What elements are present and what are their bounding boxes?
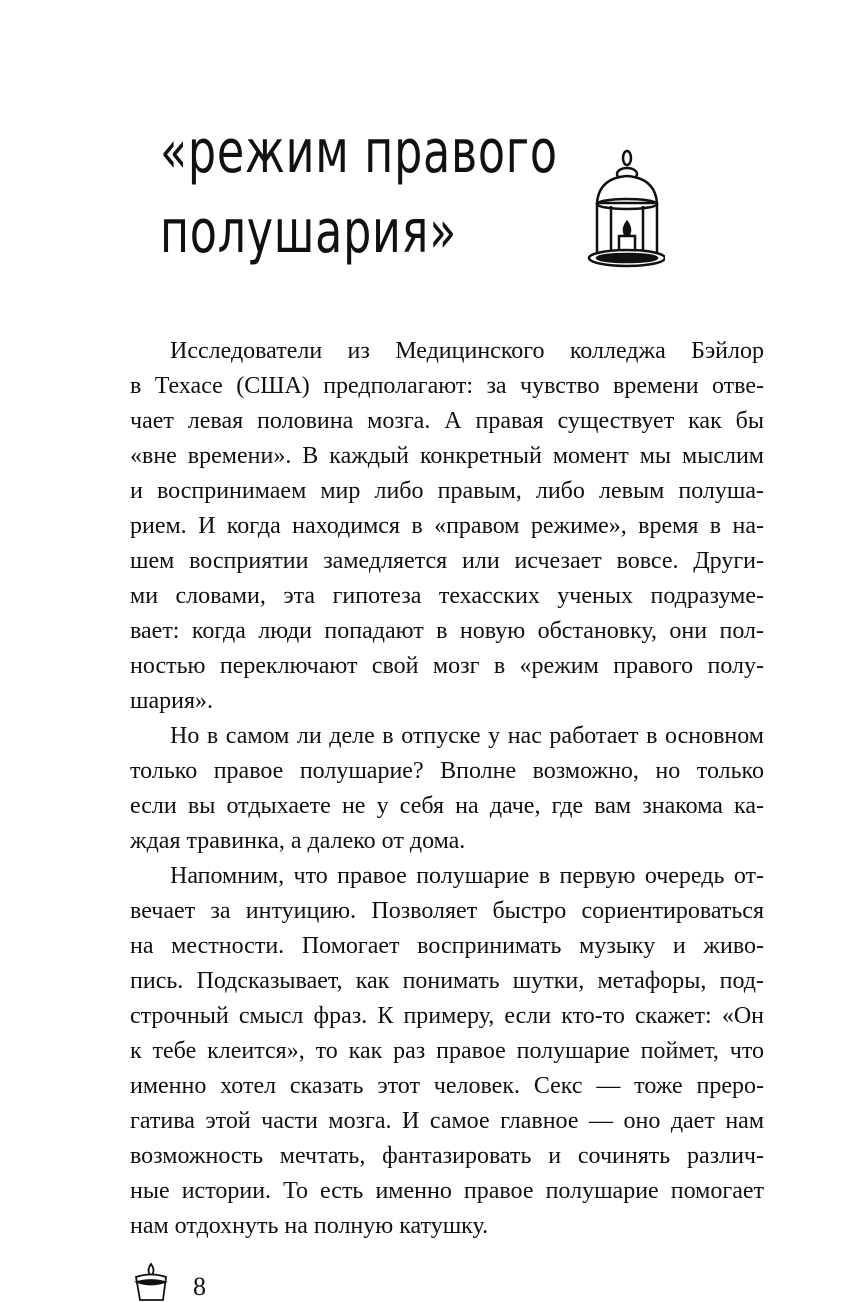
paragraph [130,334,764,719]
text-line: пись. Подсказывает, как понимать шутки, метафоры, под- [130,968,764,994]
text-line: на местности. Помогает воспринимать музыку и живо- [130,933,764,959]
text-line: гатива этой части мозга. И самое главное — оно дает нам [130,1108,764,1134]
text-line: ностью переключают свой мозг в «режим правого полу- [130,653,764,679]
text-line: именно хотел сказать этот человек. Секс — тоже прерo- [130,1073,764,1099]
text-line: рием. И когда находимся в «правом режиме», время в на- [130,513,764,539]
text-line: ми словами, эта гипотеза техасских ученых подразуме- [130,583,764,609]
text-line: если вы отдыхаете не у себя на даче, где вам знакома ка- [130,793,764,819]
text-line: чает левая половина мозга. А правая существует как бы [130,408,764,434]
text-line: к тебе клеится», то как раз правое полушарие поймет, что [130,1038,764,1064]
text-line: только правое полушарие? Вполне возможно, но только [130,758,764,784]
page-footer [133,1258,764,1302]
text-line: шария». [130,688,214,714]
text-line: «вне времени». В каждый конкретный момент мы мыслим [130,443,764,469]
candle-icon [133,1262,169,1302]
text-line: шем восприятии замедляется или исчезает вовсе. Други- [130,548,764,574]
lantern-icon [585,148,665,273]
paragraph [130,859,764,1244]
text-line: и воспринимаем мир либо правым, либо левым полуша- [130,478,764,504]
text-line: ные истории. То есть именно правое полушарие помогает [130,1178,764,1204]
paragraph [130,719,764,859]
page-number: 8 [193,1272,206,1301]
page-flow [130,334,764,1302]
title-line-2: полушария» [160,197,458,267]
body-text [130,334,764,1244]
text-line: Напомним, что правое полушарие в первую очередь от- [170,863,764,889]
text-line: в Техасе (США) предполагают: за чувство времени отве- [130,373,764,399]
text-line: вечает за интуицию. Позволяет быстро сориентироваться [130,898,764,924]
chapter-title [160,112,558,272]
text-line: нам отдохнуть на полную катушку. [130,1213,489,1239]
text-line: ждая травинка, а далеко от дома. [130,828,466,854]
text-line: Но в самом ли деле в отпуске у нас работает в основном [170,723,764,749]
text-line: вает: когда люди попадают в новую обстановку, они пол- [130,618,764,644]
title-line-1: «режим правого [160,117,558,187]
text-line: возможность мечтать, фантазировать и сочинять различ- [130,1143,764,1169]
text-line: Исследователи из Медицинского колледжа Бэйлор [170,338,764,364]
text-line: строчный смысл фраз. К примеру, если кто-то скажет: «Он [130,1003,764,1029]
